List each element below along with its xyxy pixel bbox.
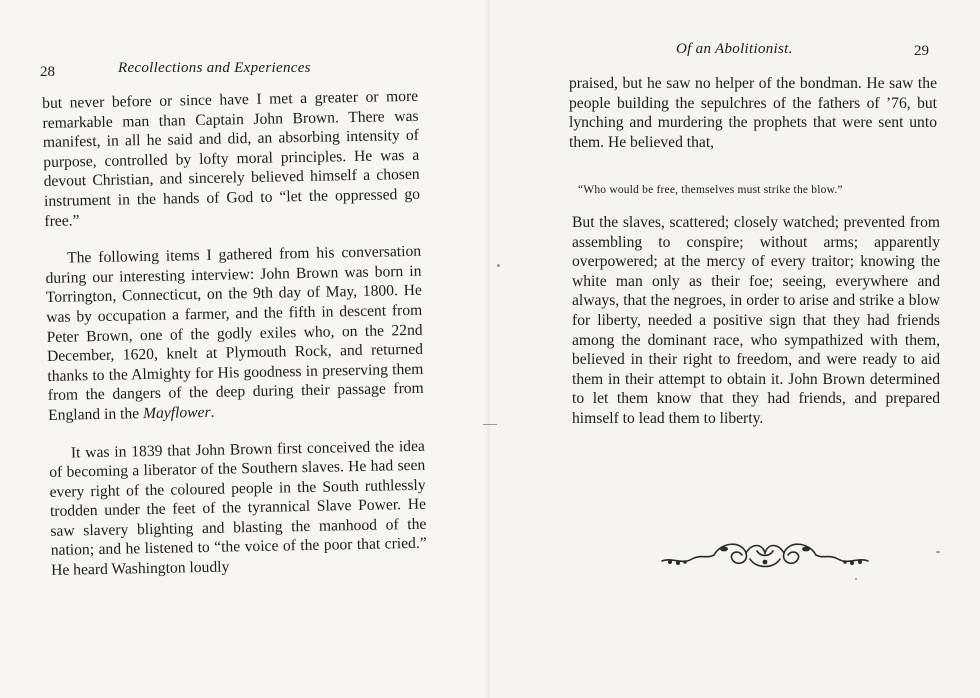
right-paragraph-1: praised, but he saw no helper of the bondman. He saw the people building the sepulchres of the fathers of ’76, but lynching and murdering the prophets that were sent unto them. He believed that, <box>569 75 937 151</box>
right-page-number: 29 <box>914 43 929 59</box>
left-page-number: 28 <box>40 64 55 80</box>
right-running-head: Of an Abolitionist. <box>676 41 793 57</box>
scan-speck <box>855 578 857 580</box>
left-body-text <box>42 87 427 581</box>
left-paragraph-2: The following items I gathered from his conversation during our interesting interview: John Brown was born in Torrington, Connecticut, on the 9th day of May, 1800. He was by occupation a farmer, and the fifth in descent from Peter Brown, one of the godly exiles who, on the 22nd December, 1620, knelt at Plymouth Rock, and returned thanks to the Almighty for His goodness in preserving them from the dangers of the deep during their passage from England in the Mayflower. <box>45 242 424 424</box>
left-paragraph-3: It was in 1839 that John Brown first conceived the idea of becoming a liberator of the Southern slaves. He had seen every right of the coloured people in the South ruthlessly trodden under the feet of the tyrannical Slave Power. He saw slavery blighting and blasting the manhood of the nation; and he listened to “the voice of the poor that cried.” He heard Washington loudly <box>49 437 427 579</box>
left-paragraph-2-text: The following items I gathered from his conversation during our interesting interview: John Brown was born in Torrington, Connecticut, on the 9th day of May, 1800. He was by occupation a farmer, and the fifth in descent from Peter Brown, one of the godly exiles who, on the 22nd December, 1620, knelt at Plymouth Rock, and returned thanks to the Almighty for His goodness in preserving them from the dangers of the deep during their passage from England in the <box>45 242 424 424</box>
scan-speck <box>497 264 500 267</box>
right-body-text-top <box>569 74 937 152</box>
quotation: “Who would be free, themselves must strike the blow.” <box>578 184 843 196</box>
scan-speck <box>483 424 497 425</box>
decorative-ornament-icon <box>658 535 872 575</box>
left-running-head: Recollections and Experiences <box>118 60 311 76</box>
ship-name: Mayflower <box>142 403 211 423</box>
right-page <box>490 0 980 698</box>
left-paragraph-1: but never before or since have I met a greater or more remarkable man than Captain John Brown. There was manifest, in all he said and did, an absorbing intensity of purpose, controlled by lofty moral principles. He was a devout Christian, and sincerely believed himself a chosen instrument in the hands of God to “let the oppressed go free.” <box>42 87 421 230</box>
scan-speck <box>936 551 940 553</box>
right-body-text-bottom <box>572 213 940 429</box>
right-paragraph-2: But the slaves, scattered; closely watched; prevented from assembling to conspire; without arms; apparently overpowered; at the mercy of every traitor; knowing the white man only as their foe; seeing, everywhere and always, that the negroes, in order to arise and strike a blow for liberty, needed a positive sign that they had friends among the dominant race, who sympathized with them, believed in their right to freedom, and were ready to aid them in their attempt to obtain it. John Brown determined to let them know that they had friends, and prepared himself to lead them to liberty. <box>572 214 940 427</box>
